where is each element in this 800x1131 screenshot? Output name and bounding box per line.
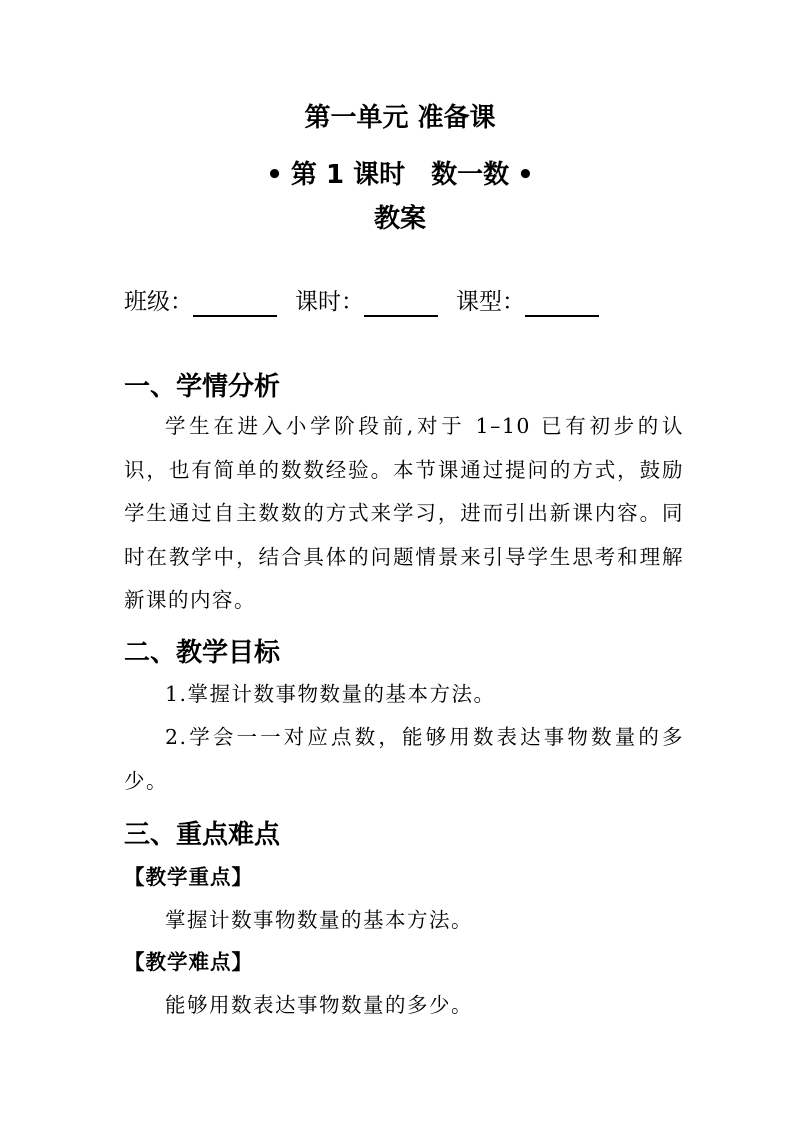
class-blank (193, 289, 277, 317)
bullet-right: • (517, 160, 534, 190)
analysis-paragraph: 学生在进入小学阶段前,对于 1–10 已有初步的认识，也有简单的数数经验。本节课通过提问的方式，鼓励学生通过自主数数的方式来学习，进而引出新课内容。同时在教学中，结合具体的问题情景来引导学生思考和理解新课的内容。 (124, 414, 684, 612)
difficulty-label: 【教学难点】 (124, 950, 253, 974)
lesson-title-text: 第 1 课时 数一数 (290, 160, 510, 190)
section-heading-key-points: 三、重点难点 (124, 820, 281, 850)
goal-item-2: 2.学会一一对应点数，能够用数表达事物数量的多少。 (124, 725, 684, 793)
section-heading-analysis: 一、学情分析 (124, 372, 281, 402)
goal-item-1: 1.掌握计数事物数量的基本方法。 (165, 682, 496, 706)
class-label: 班级： (124, 289, 193, 315)
lesson-title (0, 160, 800, 190)
period-blank (364, 289, 438, 317)
info-line (124, 287, 617, 317)
doc-type-title: 教案 (373, 204, 426, 234)
focus-label: 【教学重点】 (124, 865, 253, 889)
period-label: 课时： (295, 289, 364, 315)
type-label: 课型： (456, 289, 525, 315)
bullet-left: • (266, 160, 283, 190)
type-blank (525, 289, 599, 317)
section-heading-goals: 二、教学目标 (124, 638, 281, 668)
focus-text: 掌握计数事物数量的基本方法。 (165, 908, 473, 932)
difficulty-text: 能够用数表达事物数量的多少。 (165, 993, 473, 1017)
unit-title: 第一单元 准备课 (304, 103, 496, 133)
